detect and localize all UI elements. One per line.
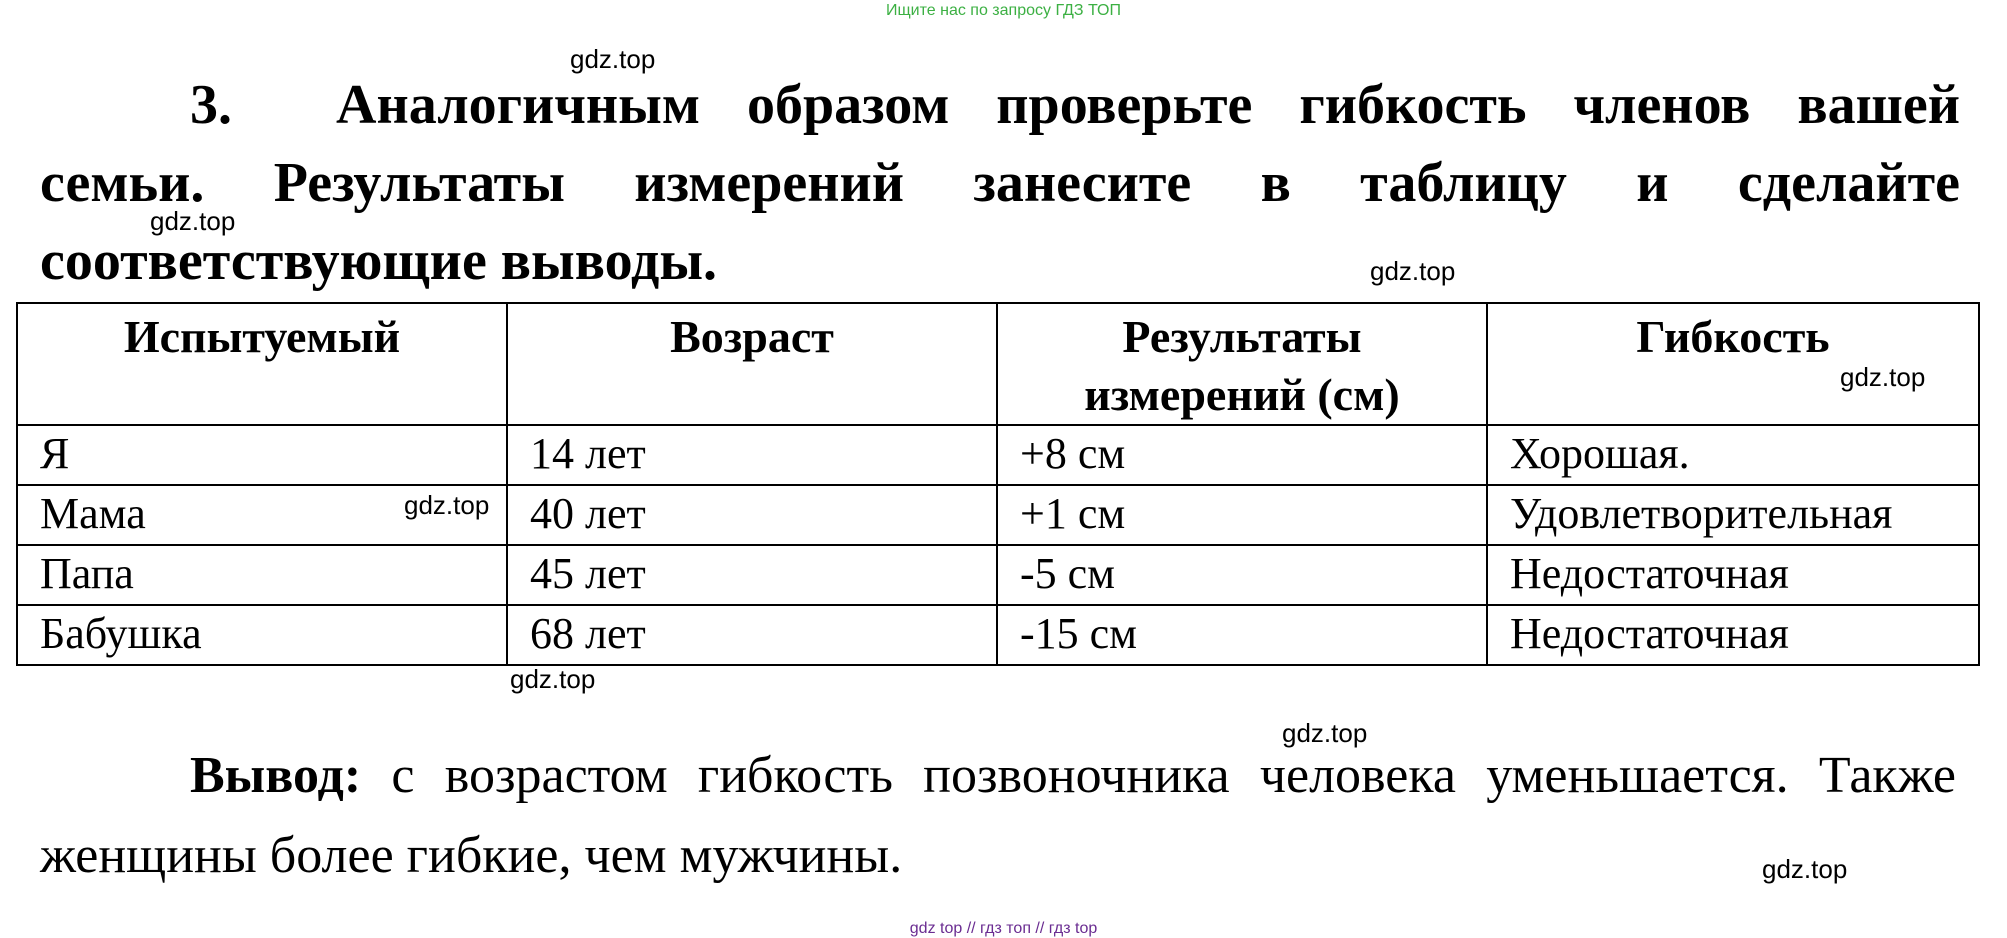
table-row [17, 485, 1979, 545]
cell-subject: Мама [17, 485, 507, 545]
table-header-row [17, 303, 1979, 425]
cell-age: 68 лет [507, 605, 997, 665]
watermark: gdz.top [510, 664, 596, 694]
cell-result: -15 см [997, 605, 1487, 665]
header-flexibility: Гибкость [1487, 303, 1979, 425]
cell-flexibility: Хорошая. [1487, 425, 1979, 485]
watermark: gdz.top [150, 206, 236, 236]
cell-age: 45 лет [507, 545, 997, 605]
task-statement [40, 66, 1960, 300]
cell-result: -5 см [997, 545, 1487, 605]
cell-flexibility: Недостаточная [1487, 545, 1979, 605]
header-subject: Испытуемый [17, 303, 507, 425]
task-text: Аналогичным образом проверьте гибкость членов вашей семьи. Результаты измерений занесите в таблицу и сделайте соответствующие выводы. [40, 74, 1960, 292]
watermark: gdz.top [1840, 362, 1926, 392]
conclusion-lead: Вывод: [190, 747, 362, 804]
footer-links[interactable]: gdz top // гдз топ // гдз top [909, 920, 1098, 937]
cell-age: 14 лет [507, 425, 997, 485]
table-row [17, 605, 1979, 665]
table-row [17, 545, 1979, 605]
search-banner[interactable]: Ищите нас по запросу ГДЗ ТОП [886, 2, 1121, 19]
cell-age: 40 лет [507, 485, 997, 545]
cell-subject: Бабушка [17, 605, 507, 665]
watermark: gdz.top [570, 44, 656, 74]
watermark: gdz.top [1762, 854, 1848, 884]
watermark: gdz.top [1282, 718, 1368, 748]
header-age: Возраст [507, 303, 997, 425]
watermark: gdz.top [1370, 256, 1456, 286]
table-row [17, 425, 1979, 485]
conclusion-paragraph [40, 736, 1956, 896]
cell-subject: Папа [17, 545, 507, 605]
cell-flexibility: Удовлетворительная [1487, 485, 1979, 545]
cell-result: +8 см [997, 425, 1487, 485]
header-results: Результаты измерений (см) [997, 303, 1487, 425]
results-table [16, 302, 1980, 666]
cell-result: +1 см [997, 485, 1487, 545]
cell-subject: Я [17, 425, 507, 485]
conclusion-text: с возрастом гибкость позвоночника человека уменьшается. Также женщины более гибкие, чем мужчины. [40, 747, 1956, 884]
cell-flexibility: Недостаточная [1487, 605, 1979, 665]
task-number: 3. [190, 74, 232, 136]
watermark: gdz.top [404, 490, 490, 520]
